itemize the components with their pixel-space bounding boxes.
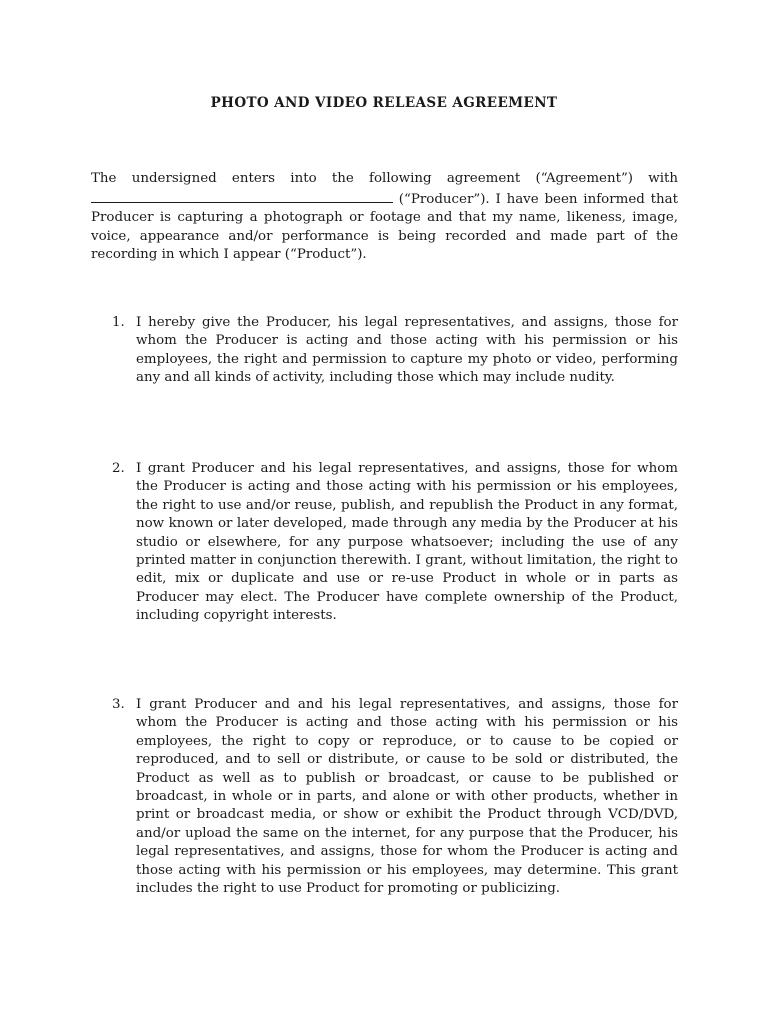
intro-text-end: (“Producer”). I have been informed that Producer is capturing a photograph or footage and that my name, likeness, image, voice, appearance and/or performance is being recorded and made part of the recording in which I appear (“Product”). [91, 191, 678, 263]
document-title: PHOTO AND VIDEO RELEASE AGREEMENT [210, 95, 558, 111]
item-text: I grant Producer and and his legal representatives, and assigns, those for whom the Producer is acting and those acting with his permission or his employees, the right to copy or reproduce, or to cause to be copied or reproduced, and to sell or distribute, or cause to be sold or distributed, the Product as well as to publish or broadcast, or cause to be published or broadcast, in whole or in parts, and alone or with other products, whether in print or broadcast media, or show or exhibit the Product through VCD/DVD, and/or upload the same on the internet, for any purpose that the Producer, his legal representatives, and assigns, those for whom the Producer is acting and those acting with his permission or his employees, may determine. This grant includes the right to use Product for promoting or publicizing. [136, 697, 678, 897]
item-number: 2. [112, 461, 125, 476]
intro-text-start: The undersigned enters into the following agreement (“Agreement”) with [91, 171, 678, 186]
list-item [112, 460, 678, 626]
intro-paragraph [91, 170, 678, 265]
list-item [112, 314, 678, 388]
item-text: I hereby give the Producer, his legal representatives, and assigns, those for whom the Producer is acting and those acting with his permission or his employees, the right and permission to capture my photo or video, performing any and all kinds of activity, including those which may include nudity. [136, 315, 678, 386]
list-item [112, 696, 678, 898]
item-number: 3. [112, 697, 125, 712]
item-number: 1. [112, 315, 125, 330]
producer-name-blank [91, 189, 393, 203]
item-text: I grant Producer and his legal representatives, and assigns, those for whom the Producer is acting and those acting with his permission or his employees, the right to use and/or reuse, publish, and republish the Product in any format, now known or later developed, made through any media by the Producer at his studio or elsewhere, for any purpose whatsoever; including the use of any printed matter in conjunction therewith. I grant, without limitation, the right to edit, mix or duplicate and use or re-use Product in whole or in parts as Producer may elect. The Producer have complete ownership of the Product, including copyright interests. [136, 461, 678, 624]
